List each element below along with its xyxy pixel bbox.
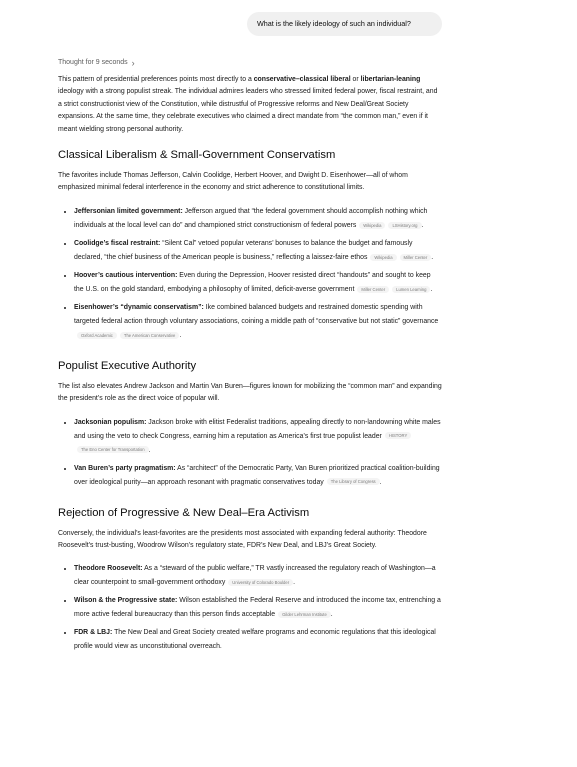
user-message-text: What is the likely ideology of such an individual?: [257, 19, 411, 28]
item-title: Wilson & the Progressive state:: [74, 597, 178, 605]
period: .: [179, 331, 182, 339]
source-chip[interactable]: The American Conservative: [120, 332, 179, 339]
section-intro: The favorites include Thomas Jefferson, Calvin Coolidge, Herbert Hoover, and Dwight D. Eisenhower—all of whom emphasized minimal federal interference in the economy and strict adherence to constitutional limits.: [58, 172, 408, 192]
intro-text: This pattern of presidential preferences points most directly to a: [58, 76, 254, 83]
sections-container: [58, 148, 442, 654]
source-chip[interactable]: Oxford Academic: [77, 332, 117, 339]
list-item: [74, 562, 442, 590]
item-title: FDR & LBJ:: [74, 629, 113, 637]
item-title: Theodore Roosevelt:: [74, 565, 143, 573]
item-text: “Silent Cal” vetoed popular veterans’ bonuses to balance the budget and famously declared, “the chief business of the American people is business,” reflecting a laissez-faire ethos: [74, 239, 413, 261]
item-text: Ike combined balanced budgets and restrained domestic spending with targeted federal action through voluntary associations, coining a middle path of “conservative but not static” governance: [74, 303, 439, 325]
item-title: Van Buren’s party pragmatism:: [74, 464, 176, 472]
list-item: [74, 462, 442, 490]
source-chip[interactable]: Miller Center: [357, 286, 389, 293]
section-heading: Classical Liberalism & Small-Government Conservatism: [58, 149, 336, 162]
source-chip[interactable]: Wikipedia: [359, 222, 385, 229]
item-text: As a “steward of the public welfare,” TR vastly increased the regulatory reach of Washington—a clear counterpoint to small-government orthodoxy: [74, 565, 436, 587]
source-chip[interactable]: Gilder Lehrman Institute: [278, 611, 331, 618]
section-heading: Rejection of Progressive & New Deal–Era Activism: [58, 506, 310, 519]
item-title: Jacksonian populism:: [74, 418, 147, 426]
intro-text: or: [350, 76, 361, 83]
source-chip[interactable]: The Library of Congress: [327, 478, 380, 485]
item-title: Jeffersonian limited government:: [74, 207, 183, 215]
item-text: The New Deal and Great Society created welfare programs and economic regulations that this ideological profile would view as unconstitutional overreach.: [74, 629, 436, 651]
item-title: Coolidge’s fiscal restraint:: [74, 239, 161, 247]
period: .: [330, 611, 333, 619]
period: .: [379, 478, 382, 486]
source-chip[interactable]: University of Colorado Boulder: [228, 579, 293, 586]
source-chip[interactable]: Miller Center: [400, 254, 432, 261]
list-item: [74, 416, 442, 458]
period: .: [293, 579, 296, 587]
section-heading: Populist Executive Authority: [58, 359, 197, 372]
bullet-list: [58, 416, 442, 490]
period: .: [148, 446, 151, 454]
section-intro: The list also elevates Andrew Jackson and Martin Van Buren—figures known for mobilizing the “common man” and expanding the president’s role as the direct voice of popular will.: [58, 382, 442, 403]
period: .: [421, 221, 424, 229]
bullet-list: [58, 562, 442, 654]
source-chip[interactable]: Lumen Learning: [392, 286, 430, 293]
user-message-bubble: [247, 12, 442, 36]
intro-bold-ideology: conservative–classical liberal: [253, 76, 351, 83]
source-chip[interactable]: HISTORY: [385, 432, 411, 439]
period: .: [430, 285, 433, 293]
period: .: [431, 253, 434, 261]
item-text: Jackson broke with elitist Federalist traditions, appealing directly to non-landowning white males and using the veto to check Congress, earning him a reputation as America’s first true populist leader: [74, 418, 441, 440]
list-item: [74, 205, 442, 233]
item-text: Wilson established the Federal Reserve and introduced the income tax, entrenching a more active federal bureaucracy than this person finds acceptable: [74, 597, 441, 619]
chevron-right-icon: ›: [131, 58, 135, 68]
intro-paragraph: [58, 74, 442, 136]
item-text: As “architect” of the Democratic Party, Van Buren prioritized practical coalition-building over ideological purity—an approach resonant with pragmatic conservatives today: [74, 464, 440, 486]
bullet-list: [58, 205, 442, 343]
section-intro: Conversely, the individual’s least-favorites are the presidents most associated with expanding federal authority: Theodore Roosevelt’s trust-busting, Woodrow Wilson’s regulatory state, FDR’s New Deal, and LBJ’s Great Society.: [58, 529, 427, 550]
item-title: Eisenhower’s “dynamic conservatism”:: [74, 303, 204, 311]
source-chip[interactable]: The Eno Center for Transportation: [77, 446, 149, 453]
assistant-response: [58, 58, 442, 658]
thought-label: Thought for 9 seconds: [58, 59, 128, 66]
intro-bold-ideology-alt: libertarian-leaning: [360, 76, 421, 83]
source-chip[interactable]: LSHistory.org: [388, 222, 421, 229]
list-item: [74, 594, 442, 622]
list-item: [74, 301, 442, 343]
list-item: [74, 237, 442, 265]
item-title: Hoover’s cautious intervention:: [74, 271, 178, 279]
item-text: Jefferson argued that “the federal government should accomplish nothing which individuals at the local level can do” and championed strict constructionism of federal powers: [74, 207, 428, 229]
intro-text: ideology with a strong populist streak. The individual admires leaders who stressed limited federal power, fiscal restraint, and a strict constructionist view of the Constitution, while distrustful of Progressive reforms and New Deal/Great Society expansions. At the same time, they celebrate executives who claimed a direct mandate from “the common man,” even if it meant wielding strong personal authority.: [58, 88, 438, 133]
list-item: [74, 269, 442, 297]
thought-toggle[interactable]: [58, 58, 442, 68]
source-chip[interactable]: Wikipedia: [370, 254, 396, 261]
list-item: [74, 626, 442, 654]
item-text: Even during the Depression, Hoover resisted direct “handouts” and sought to keep the U.S. on the gold standard, embodying a philosophy of limited, deficit-averse government: [74, 271, 431, 293]
